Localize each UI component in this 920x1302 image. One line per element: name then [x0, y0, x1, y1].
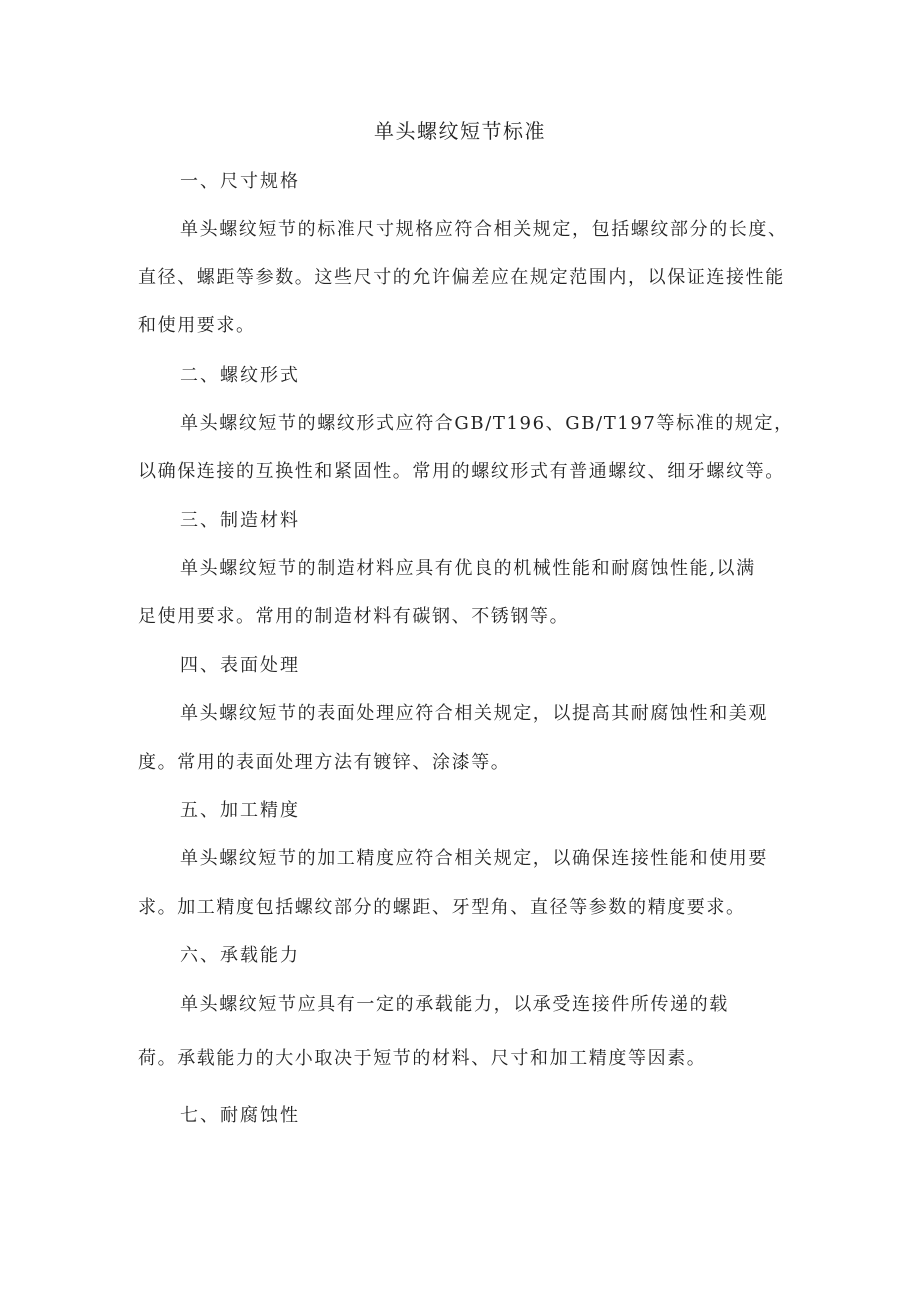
section-2-line-1: 单头螺纹短节的螺纹形式应符合GB/T196、GB/T197等标准的规定，: [180, 413, 794, 434]
section-6-line-1: 单头螺纹短节应具有一定的承载能力，以承受连接件所传递的载: [180, 994, 729, 1015]
section-4-line-2: 度。常用的表面处理方法有镀锌、涂漆等。: [138, 752, 511, 773]
section-heading-5: 五、加工精度: [180, 800, 300, 821]
section-heading-2: 二、螺纹形式: [180, 365, 300, 386]
section-1-line-1: 单头螺纹短节的标准尺寸规格应符合相关规定，包括螺纹部分的长度、: [180, 219, 788, 240]
section-heading-4: 四、表面处理: [180, 655, 300, 676]
section-3-line-2: 足使用要求。常用的制造材料有碳钢、不锈钢等。: [138, 606, 570, 627]
section-5-line-1: 单头螺纹短节的加工精度应符合相关规定，以确保连接性能和使用要: [180, 848, 768, 869]
section-1-line-2: 直径、螺距等参数。这些尺寸的允许偏差应在规定范围内，以保证连接性能: [138, 267, 785, 288]
section-5-line-2: 求。加工精度包括螺纹部分的螺距、牙型角、直径等参数的精度要求。: [138, 897, 746, 918]
section-heading-1: 一、尺寸规格: [180, 171, 300, 192]
section-heading-7: 七、耐腐蚀性: [180, 1105, 300, 1126]
section-1-line-3: 和使用要求。: [138, 315, 256, 336]
section-4-line-1: 单头螺纹短节的表面处理应符合相关规定，以提高其耐腐蚀性和美观: [180, 703, 768, 724]
section-2-line-2: 以确保连接的互换性和紧固性。常用的螺纹形式有普通螺纹、细牙螺纹等。: [138, 461, 785, 482]
section-6-line-2: 荷。承载能力的大小取决于短节的材料、尺寸和加工精度等因素。: [138, 1048, 707, 1069]
section-heading-3: 三、制造材料: [180, 510, 300, 531]
section-3-line-1: 单头螺纹短节的制造材料应具有优良的机械性能和耐腐蚀性能,以满: [180, 558, 756, 579]
section-heading-6: 六、承载能力: [180, 945, 300, 966]
document-title: 单头螺纹短节标准: [374, 119, 546, 143]
